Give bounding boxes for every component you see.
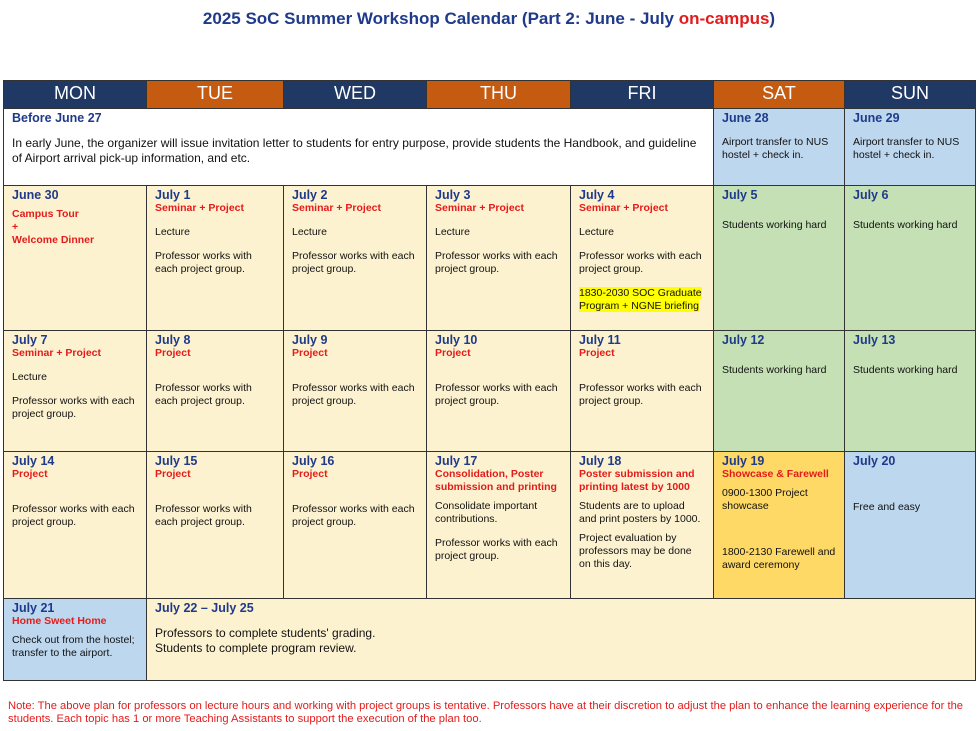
- day-text: Professor works with each project group.: [435, 537, 558, 562]
- header-fri: FRI: [571, 81, 714, 109]
- day-text: Professor works with each project group.: [12, 503, 135, 528]
- highlighted-event: 1830-2030 SOC Graduate Program + NGNE briefing: [579, 287, 702, 312]
- day-tag: Consolidation, Poster submission and printing: [435, 468, 557, 493]
- week-row: [4, 109, 976, 186]
- day-cell: [147, 452, 284, 599]
- day-text: Professor works with each project group.: [292, 503, 415, 528]
- day-tag: Seminar + Project: [155, 202, 244, 214]
- week-row: [4, 186, 976, 331]
- header-thu: THU: [427, 81, 571, 109]
- day-date: July 19: [722, 454, 765, 468]
- day-text: Lecture: [579, 226, 615, 238]
- day-tag: Seminar + Project: [579, 202, 668, 214]
- header-wed: WED: [284, 81, 427, 109]
- title-end: ): [769, 9, 776, 28]
- day-text: Airport transfer to NUS hostel + check in.: [853, 136, 960, 161]
- title-main: 2025 SoC Summer Workshop Calendar (Part 2: June - July: [202, 9, 679, 28]
- day-text: Professor works with each project group.: [579, 382, 702, 407]
- day-tag: Seminar + Project: [292, 202, 381, 214]
- day-date: July 10: [435, 333, 478, 347]
- day-text: Students to complete program review.: [155, 641, 357, 655]
- day-tag: Project: [579, 347, 615, 359]
- day-tag: Campus Tour: [12, 208, 79, 220]
- day-text: Check out from the hostel; transfer to the airport.: [12, 634, 135, 659]
- week-row: [4, 599, 976, 681]
- day-cell: [284, 186, 427, 331]
- day-date: July 12: [722, 333, 765, 347]
- day-cell: [4, 452, 147, 599]
- calendar-table: [3, 80, 976, 681]
- day-tag: Project: [292, 468, 328, 480]
- day-text: Professors to complete students' grading.: [155, 626, 376, 640]
- day-date: July 5: [722, 188, 758, 202]
- day-text: Consolidate important contributions.: [435, 500, 538, 525]
- before-title: Before June 27: [12, 111, 102, 125]
- day-cell: [284, 452, 427, 599]
- day-date: July 17: [435, 454, 478, 468]
- day-tag: Seminar + Project: [12, 347, 101, 359]
- day-text: Professor works with each project group.: [155, 382, 252, 407]
- day-date: July 15: [155, 454, 198, 468]
- day-text: Free and easy: [853, 501, 921, 513]
- day-cell: [284, 331, 427, 452]
- day-text: Students are to upload and print posters by 1000.: [579, 500, 701, 525]
- day-text: Lecture: [292, 226, 328, 238]
- day-cell: [571, 452, 714, 599]
- day-tag: +: [12, 221, 19, 233]
- day-text: Students working hard: [853, 219, 958, 231]
- day-date: July 16: [292, 454, 335, 468]
- day-tag: Project: [292, 347, 328, 359]
- day-date: July 3: [435, 188, 471, 202]
- day-cell: [714, 331, 845, 452]
- day-text: Students working hard: [722, 364, 827, 376]
- day-text: Project evaluation by professors may be done on this day.: [579, 532, 692, 570]
- day-cell: [4, 331, 147, 452]
- header-sat: SAT: [714, 81, 845, 109]
- day-tag: Welcome Dinner: [12, 234, 95, 246]
- day-text: Lecture: [155, 226, 191, 238]
- header-mon: MON: [4, 81, 147, 109]
- day-text: 0900-1300 Project showcase: [722, 487, 808, 512]
- day-cell: [714, 109, 845, 186]
- day-text: Professor works with each project group.: [292, 382, 415, 407]
- day-cell: [427, 452, 571, 599]
- day-cell: [4, 599, 147, 681]
- day-cell: [845, 331, 976, 452]
- day-date: July 20: [853, 454, 896, 468]
- before-text: In early June, the organizer will issue invitation letter to students for entry purpose, provide students the Handbook, and guideline of Airport arrival pick-up information, and etc.: [12, 136, 697, 165]
- day-date: July 6: [853, 188, 889, 202]
- title-highlight: on-campus: [678, 9, 770, 28]
- day-tag: Showcase & Farewell: [722, 468, 829, 480]
- day-cell: [4, 186, 147, 331]
- day-tag: Project: [155, 347, 191, 359]
- day-date: July 18: [579, 454, 622, 468]
- day-cell: [147, 331, 284, 452]
- day-cell: [714, 186, 845, 331]
- day-date: July 11: [579, 333, 621, 347]
- day-text: Professor works with each project group.: [435, 382, 558, 407]
- day-tag: Project: [435, 347, 471, 359]
- day-text: Airport transfer to NUS hostel + check in.: [722, 136, 829, 161]
- day-cell: [571, 186, 714, 331]
- footnote: Note: The above plan for professors on lecture hours and working with project groups is tentative. Professors have at their discretion to adjust the plan to enhance the learning experience for the students. Each topic has 1 or more Teaching Assistants to support the execution of the plan too.: [8, 700, 964, 725]
- day-date: July 14: [12, 454, 55, 468]
- day-tag: Home Sweet Home: [12, 615, 107, 627]
- day-text: Lecture: [12, 371, 48, 383]
- day-date: July 1: [155, 188, 191, 202]
- day-date: July 7: [12, 333, 48, 347]
- day-cell: [845, 109, 976, 186]
- day-tag: Seminar + Project: [435, 202, 524, 214]
- header-tue: TUE: [147, 81, 284, 109]
- day-text: Professor works with each project group.: [12, 395, 135, 420]
- weekday-header-row: [4, 81, 976, 109]
- week-row: [4, 452, 976, 599]
- day-tag: Project: [155, 468, 191, 480]
- day-cell: [571, 331, 714, 452]
- day-text: Professor works with each project group.: [435, 250, 558, 275]
- week-row: [4, 331, 976, 452]
- day-cell: [845, 452, 976, 599]
- day-date: July 13: [853, 333, 896, 347]
- day-date: July 22 – July 25: [155, 601, 254, 615]
- day-date: July 4: [579, 188, 615, 202]
- day-date: June 28: [722, 111, 769, 125]
- day-tag: Project: [12, 468, 48, 480]
- day-date: July 2: [292, 188, 328, 202]
- day-text: Professor works with each project group.: [155, 250, 252, 275]
- day-date: July 21: [12, 601, 55, 615]
- day-cell: [147, 186, 284, 331]
- day-text: Lecture: [435, 226, 471, 238]
- before-june-27-cell: [4, 109, 714, 186]
- day-tag: Poster submission and printing latest by 1000: [579, 468, 695, 493]
- day-text: 1800-2130 Farewell and award ceremony: [722, 546, 836, 571]
- day-text: Professor works with each project group.: [155, 503, 252, 528]
- day-date: June 30: [12, 188, 59, 202]
- day-cell: [427, 331, 571, 452]
- day-cell: [427, 186, 571, 331]
- july-22-25-cell: [147, 599, 976, 681]
- day-date: June 29: [853, 111, 900, 125]
- day-text: Professor works with each project group.: [579, 250, 702, 275]
- day-text: Professor works with each project group.: [292, 250, 415, 275]
- day-date: July 8: [155, 333, 191, 347]
- day-date: July 9: [292, 333, 328, 347]
- day-cell: [714, 452, 845, 599]
- header-sun: SUN: [845, 81, 976, 109]
- day-text: Students working hard: [853, 364, 958, 376]
- day-cell: [845, 186, 976, 331]
- day-text: Students working hard: [722, 219, 827, 231]
- page-title: [0, 9, 978, 29]
